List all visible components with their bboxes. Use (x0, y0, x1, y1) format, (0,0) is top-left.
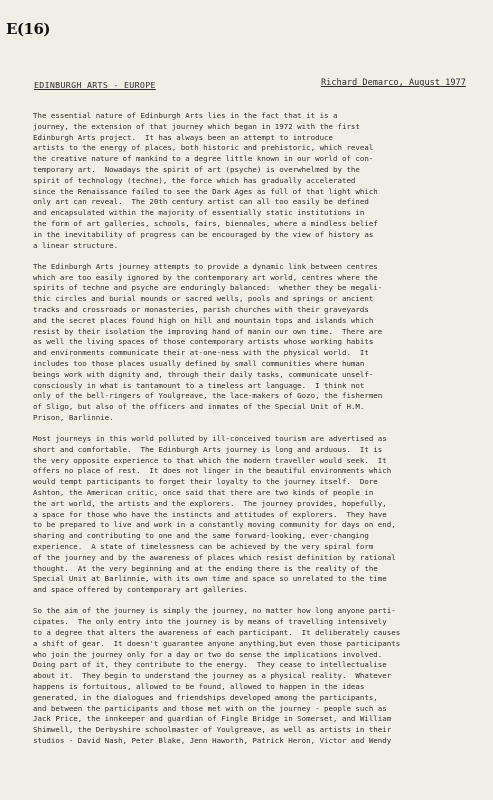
handwritten-reference-mark: E(16) (6, 20, 51, 38)
paragraph-4: So the aim of the journey is simply the journey, no matter how long anyone parti- cipates. The only entry into the journey is by means of travelling intensively to a degree that alters the awareness of each participant. It deliberately causes a shift of gear. It doesn't guarantee anyone anything,but even those participants who join the journey only for a day or two do sense the implications involved. Doing part of it, they contribute to the energy. They cease to intellectualise about it. They begin to understand the journey as a physical reality. Whatever happens is fortuitous, allowed to be found, allowed to happen in the ideas generated, in the dialogues and friendships developed among the participants, and between the participants and those met with on the journey - people such as Jack Price, the innkeeper and guardian of Fingle Bridge in Somerset, and William Shimwell, the Derbyshire schoolmaster of Youlgreave, as well as artists in their studios - David Nash, Peter Blake, Jenn Haworth, Patrick Heron, Victor and Wendy (33, 606, 401, 745)
paragraph-2: The Edinburgh Arts journey attempts to provide a dynamic link between centres which are too easily ignored by the contemporary art world, centres where the spirits of techne and psyche are enduringly balanced: whether they be megali- thic circles and burial mounds or sacred wells, pools and springs or ancient tracks and crossroads or monasteries, parish churches with their graveyards and the secret places found high on hill and mountain tops and islands which resist by their isolation the improving hand of manin our own time. There are as well the living spaces of those contemporary artists whose working habits and environments communicate their at-one-ness with the physical world. It includes too those places usually defined by small communities where human beings work with dignity and, through their daily tasks, communicate unself- consciously in what is tantamount to a timeless art language. I think not only of the bell-ringers of Youlgreave, the lace-makers of Gozo, the fishermen of Sligo, but also of the officers and inmates of the Special Unit of H.M. Prison, Barlinnie. (33, 261, 383, 422)
paragraph-3: Most journeys in this world polluted by ill-conceived tourism are advertised as short and comfortable. The Edinburgh Arts journey is long and arduous. It is the very opposite experience to that which the modern traveller would seek. It offers no place of rest. It does not linger in the beautiful environments which would tempt participants to forget their loyalty to the journey itself. Dore Ashton, the American critic, once said that there are two kinds of people in the art world, the artists and the explorers. The journey provides, hopefully, a space for those who have the instincts and attitudes of explorers. They have to be prepared to live and work in a constantly moving community for days on end, sharing and contributing to one and the same forward-looking, ever-changing experience. A state of timelessness can be achieved by the very spiral form of the journey and by the awareness of places which resist definition by rational thought. At the very beginning and at the ending there is the reality of the Special Unit at Barlinnie, with its own time and space so unrelated to the time and space offered by contemporary art galleries. (33, 434, 396, 595)
paragraph-1: The essential nature of Edinburgh Arts lies in the fact that it is a journey, the extension of that journey which began in 1972 with the first Edinburgh Arts project. It has always been an attempt to introduce artists to the energy of places, both historic and prehistoric, which reveal the creative nature of mankind to a degree little known in our world of con- temporary art. Nowadays the spirit of art (psyche) is overwhelmed by the spirit of technology (techne), the force which has gradually accelerated since the Renaissance failed to see the Dark Ages as full of that light which only art can reveal. The 20th century artist can all too easily be defined and encapsulated within the majority of essentially static institutions in the form of art galleries, schools, fairs, biennales, where a mindless belief in the inevitability of progress can be encouraged by the view of history as a linear structure. (33, 111, 378, 250)
document-title: EDINBURGH ARTS - EUROPE (34, 80, 156, 90)
document-body (33, 111, 489, 747)
author-date-line: Richard Demarco, August 1977 (321, 78, 466, 88)
